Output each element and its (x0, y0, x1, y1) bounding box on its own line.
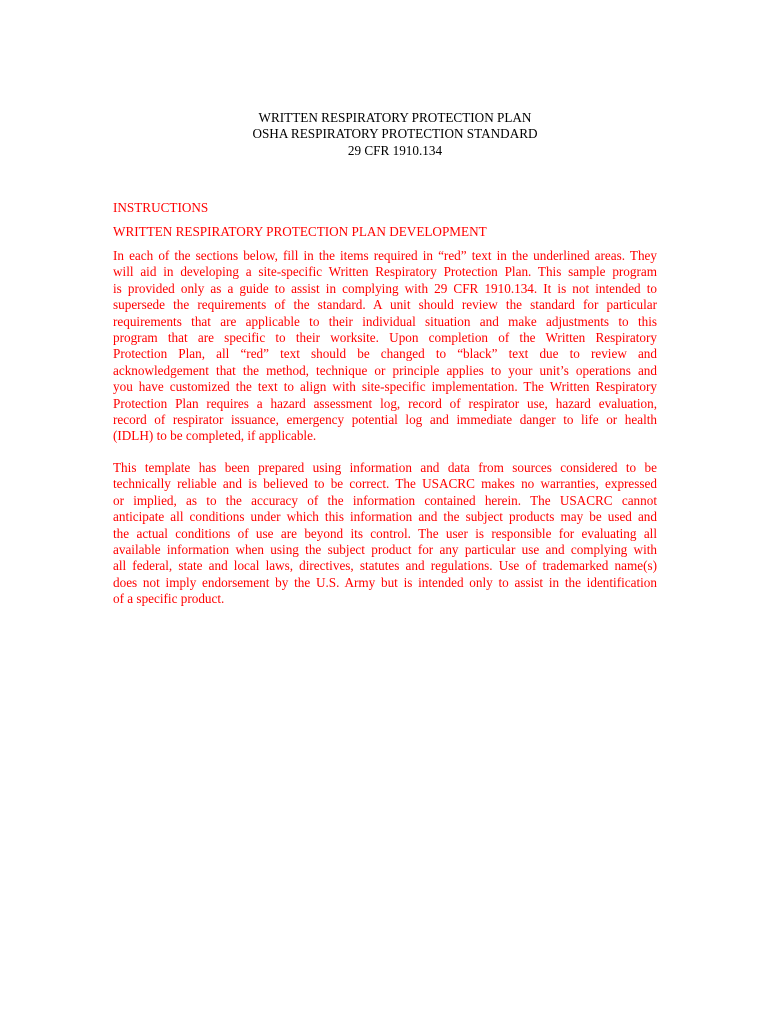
paragraph-line: is provided only as a guide to assist in complying with 29 CFR 1910.134. It is not intended to (113, 280, 657, 296)
paragraph-line: supersede the requirements of the standard. A unit should review the standard for particular (113, 297, 657, 313)
disclaimer-paragraph (113, 460, 657, 608)
plan-development-subheading: WRITTEN RESPIRATORY PROTECTION PLAN DEVELOPMENT (113, 224, 487, 239)
paragraph-line: you have customized the text to align with site-specific implementation. The Written Respiratory (113, 379, 657, 395)
document-title (0, 110, 770, 159)
paragraph-line: requirements that are applicable to their individual situation and make adjustments to this (113, 313, 657, 329)
paragraph-line: Protection Plan, all “red” text should be changed to “black” text due to review and (113, 346, 657, 362)
instructions-paragraph (113, 248, 657, 445)
title-line: WRITTEN RESPIRATORY PROTECTION PLAN (258, 110, 532, 125)
paragraph-line: all federal, state and local laws, directives, statutes and regulations. Use of trademarked name(s) (113, 558, 657, 574)
instructions-heading: INSTRUCTIONS (113, 200, 209, 215)
paragraph-line: program that are specific to their worksite. Upon completion of the Written Respiratory (113, 329, 657, 345)
paragraph-line: or implied, as to the accuracy of the information contained herein. The USACRC cannot (113, 492, 657, 508)
paragraph-line: does not imply endorsement by the U.S. Army but is intended only to assist in the identification (113, 574, 657, 590)
paragraph-line: of a specific product. (113, 591, 225, 607)
paragraph-line: the actual conditions of use are beyond its control. The user is responsible for evaluating all (113, 525, 657, 541)
title-line: 29 CFR 1910.134 (347, 142, 443, 158)
paragraph-line: In each of the sections below, fill in the items required in “red” text in the underlined areas. They (113, 248, 657, 263)
paragraph-line: record of respirator issuance, emergency potential log and immediate danger to life or health (113, 411, 657, 427)
paragraph-line: will aid in developing a site-specific Written Respiratory Protection Plan. This sample program (113, 264, 657, 280)
paragraph-line: (IDLH) to be completed, if applicable. (113, 428, 317, 444)
paragraph-line: Protection Plan requires a hazard assessment log, record of respirator use, hazard evaluation, (113, 395, 657, 411)
paragraph-line: technically reliable and is believed to be correct. The USACRC makes no warranties, expressed (113, 476, 657, 492)
title-line: OSHA RESPIRATORY PROTECTION STANDARD (252, 126, 538, 142)
paragraph-line: acknowledgement that the method, technique or principle applies to your unit’s operations and (113, 362, 657, 378)
paragraph-line: This template has been prepared using information and data from sources considered to be (113, 460, 657, 475)
paragraph-line: anticipate all conditions under which this information and the subject products may be used and (113, 509, 657, 525)
paragraph-line: available information when using the subject product for any particular use and complying with (113, 541, 657, 557)
